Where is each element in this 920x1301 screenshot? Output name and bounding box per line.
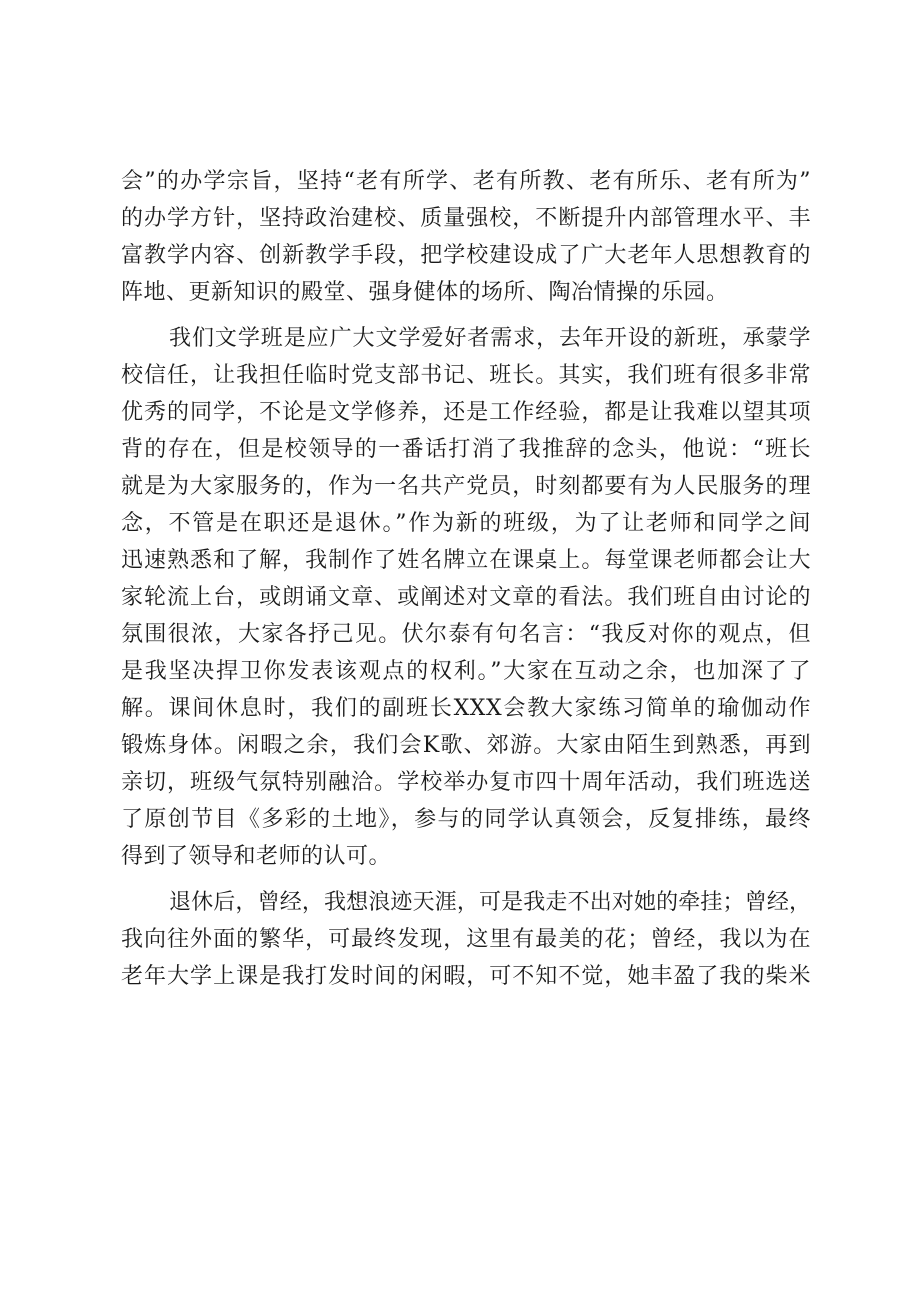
text-line: 的办学方针，坚持政治建校、质量强校，不断提升内部管理水平、丰: [121, 206, 811, 231]
text-line: 就是为大家服务的，作为一名共产党员，时刻都要有为人民服务的理: [121, 474, 811, 499]
paragraph-literature-class: [121, 320, 811, 875]
text-line: 亲切，班级气氛特别融洽。学校举办复市四十周年活动，我们班选送: [121, 770, 811, 795]
text-line: 富教学内容、创新教学手段，把学校建设成了广大老年人思想教育的: [121, 243, 811, 268]
text-line: 我向往外面的繁华，可最终发现，这里有最美的花；曾经，我以为在: [121, 927, 811, 952]
text-line: 退休后，曾经，我想浪迹天涯，可是我走不出对她的牵挂；曾经，: [169, 890, 811, 915]
paragraph-retirement: [121, 884, 811, 995]
text-line: 阵地、更新知识的殿堂、强身健体的场所、陶冶情操的乐园。: [121, 280, 729, 305]
text-line: 得到了领导和老师的认可。: [121, 844, 392, 869]
document-body: [121, 163, 811, 995]
text-line: 了原创节目《多彩的土地》，参与的同学认真领会，反复排练，最终: [121, 807, 811, 832]
text-line: 是我坚决捍卫你发表该观点的权利。”大家在互动之余，也加深了了: [121, 659, 811, 684]
text-line: 念，不管是在职还是退休。”作为新的班级，为了让老师和同学之间: [121, 511, 811, 536]
text-line: 迅速熟悉和了解，我制作了姓名牌立在课桌上。每堂课老师都会让大: [121, 548, 811, 573]
text-line: 锻炼身体。闲暇之余，我们会K歌、郊游。大家由陌生到熟悉，再到: [121, 733, 811, 758]
text-line: 我们文学班是应广大文学爱好者需求，去年开设的新班，承蒙学: [169, 326, 811, 351]
text-line: 背的存在，但是校领导的一番话打消了我推辞的念头，他说：“班长: [121, 437, 811, 462]
text-line: 校信任，让我担任临时党支部书记、班长。其实，我们班有很多非常: [121, 363, 811, 388]
text-line: 家轮流上台，或朗诵文章、或阐述对文章的看法。我们班自由讨论的: [121, 585, 811, 610]
text-line: 会”的办学宗旨，坚持“老有所学、老有所教、老有所乐、老有所为”: [121, 169, 811, 194]
text-line: 老年大学上课是我打发时间的闲暇，可不知不觉，她丰盈了我的柴米: [121, 964, 811, 989]
text-line: 氛围很浓，大家各抒己见。伏尔泰有句名言：“我反对你的观点，但: [121, 622, 811, 647]
text-line: 优秀的同学，不论是文学修养，还是工作经验，都是让我难以望其项: [121, 400, 811, 425]
paragraph-mission: [121, 163, 811, 311]
text-line: 解。课间休息时，我们的副班长XXX会教大家练习简单的瑜伽动作: [121, 696, 811, 721]
